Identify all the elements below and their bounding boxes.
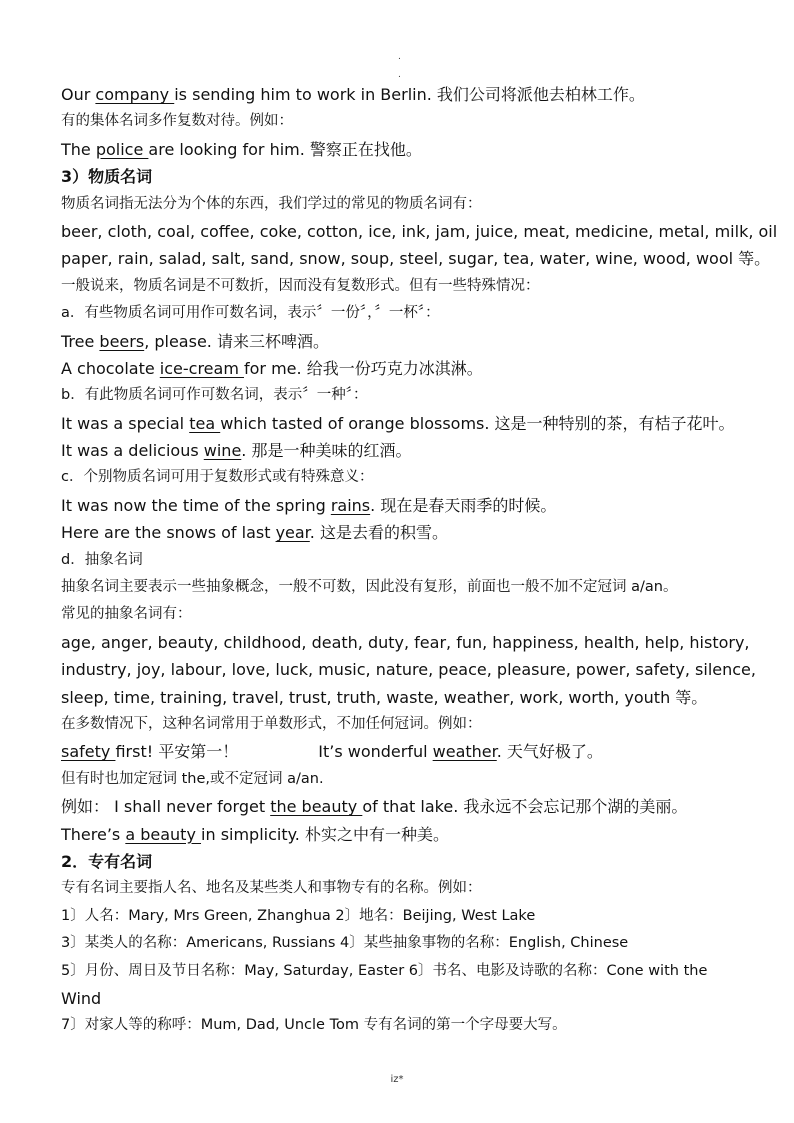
text-line: 5〕月份、周日及节日名称：May, Saturday, Easter 6〕书名、电影及诗歌的名称：Cone with the <box>61 962 708 979</box>
header-mark: . <box>398 52 401 62</box>
text: It’s wonderful <box>318 742 433 762</box>
text: for me. 给我一份巧克力冰淇淋。 <box>244 358 483 378</box>
text-line <box>61 793 751 820</box>
underlined-word: beers <box>99 331 145 351</box>
text-line <box>61 821 751 848</box>
text-line <box>61 136 751 163</box>
text: which tasted of orange blossoms. 这是一种特别的茶，有桔子花叶。 <box>220 413 735 433</box>
text-line: 3〕某类人的名称：Americans, Russians 4〕某些抽象事物的名称：English, Chinese <box>61 935 629 952</box>
underlined-word: year <box>275 523 310 543</box>
text: A chocolate <box>61 358 160 378</box>
text-line: sleep, time, training, travel, trust, truth, waste, weather, work, worth, youth 等。 <box>61 687 708 707</box>
text: It was a delicious <box>61 441 204 461</box>
text-line: a．有些物质名词可用作可数名词，表示〞一份〞，〞一杯〞： <box>61 305 440 322</box>
text-line <box>61 355 751 382</box>
text-line <box>61 328 751 355</box>
text-line: 专有名词主要指人名、地名及某些类人和事物专有的名称。例如： <box>61 880 482 897</box>
text-line: beer, cloth, coal, coffee, coke, cotton, ice, ink, jam, juice, meat, medicine, metal, milk, oil <box>61 221 778 241</box>
page-footer-mark: iz* <box>390 1074 404 1085</box>
underlined-word: police <box>95 139 149 159</box>
underlined-word: weather <box>432 742 497 762</box>
text-line <box>61 492 751 519</box>
text: first! 平安第一！ <box>115 742 239 762</box>
text-line <box>61 410 751 437</box>
document-body <box>61 81 778 1040</box>
text-line: 抽象名词主要表示一些抽象概念，一般不可数，因此没有复形，前面也一般不加不定冠词 a/an。 <box>61 579 678 596</box>
text-line <box>61 738 751 765</box>
text: . 那是一种美味的红酒。 <box>241 441 412 461</box>
text: Tree <box>61 331 100 351</box>
text: It was a special <box>61 413 190 433</box>
text-line <box>61 519 751 546</box>
text: . 天气好极了。 <box>496 742 603 762</box>
section-heading: 2．专有名词 <box>61 851 153 871</box>
underlined-word: tea <box>189 413 221 433</box>
text-line <box>61 81 751 108</box>
text-line: 7〕对家人等的称呼：Mum, Dad, Uncle Tom 专有名词的第一个字母要大写。 <box>61 1017 567 1034</box>
text-line: 物质名词指无法分为个体的东西，我们学过的常见的物质名词有： <box>61 195 482 212</box>
text-line: b．有此物质名词可作可数名词，表示〞一种〞： <box>61 387 368 404</box>
section-heading: 3）物质名词 <box>61 167 153 187</box>
underlined-word: company <box>95 85 175 104</box>
underlined-word: rains <box>330 495 371 515</box>
text-line <box>61 437 751 464</box>
underlined-word: safety <box>61 742 116 762</box>
header-mark-2: . <box>398 70 401 80</box>
underlined-word: a beauty <box>125 824 202 844</box>
text-line: 1〕人名：Mary, Mrs Green, Zhanghua 2〕地名：Beijing, West Lake <box>61 907 536 924</box>
underlined-word: ice-cream <box>159 358 244 378</box>
text: , please. 请来三杯啤酒。 <box>144 331 329 351</box>
text-line: industry, joy, labour, love, luck, music, nature, peace, pleasure, power, safety, silence, <box>61 660 756 680</box>
text: is sending him to work in Berlin. 我们公司将派他去柏林工作。 <box>174 85 645 104</box>
text: . 这是去看的积雪。 <box>309 523 448 543</box>
text-line: 有的集体名词多作复数对待。例如： <box>61 113 293 130</box>
text-line: 在多数情况下，这种名词常用于单数形式，不加任何冠词。例如： <box>61 715 482 732</box>
text-line: 一般说来，物质名词是不可数折，因而没有复数形式。但有一些特殊情况： <box>61 277 540 294</box>
text-line: age, anger, beauty, childhood, death, duty, fear, fun, happiness, health, help, history, <box>61 632 750 652</box>
text: There’s <box>61 824 126 844</box>
text-line: Wind <box>61 988 102 1008</box>
text-line: c．个别物质名词可用于复数形式或有特殊意义： <box>61 469 374 486</box>
underlined-word: wine <box>203 441 242 461</box>
underlined-word: the beauty <box>270 797 363 817</box>
text: Here are the snows of last <box>61 523 276 543</box>
text: Our <box>61 85 96 104</box>
text: . 现在是春天雨季的时候。 <box>370 495 557 515</box>
text-line: paper, rain, salad, salt, sand, snow, soup, steel, sugar, tea, water, wine, wood, wool 等。 <box>61 249 771 269</box>
text: The <box>61 139 96 159</box>
text-line: 常见的抽象名词有： <box>61 606 192 623</box>
text: are looking for him. 警察正在找他。 <box>148 139 422 159</box>
text: in simplicity. 朴实之中有一种美。 <box>201 824 449 844</box>
text: 例如： I shall never forget <box>61 797 271 817</box>
text: It was now the time of the spring <box>61 495 331 515</box>
text-line: d．抽象名词 <box>61 551 143 568</box>
text-line: 但有时也加定冠词 the,或不定冠词 a/an. <box>61 770 324 787</box>
text: of that lake. 我永远不会忘记那个湖的美丽。 <box>362 797 688 817</box>
